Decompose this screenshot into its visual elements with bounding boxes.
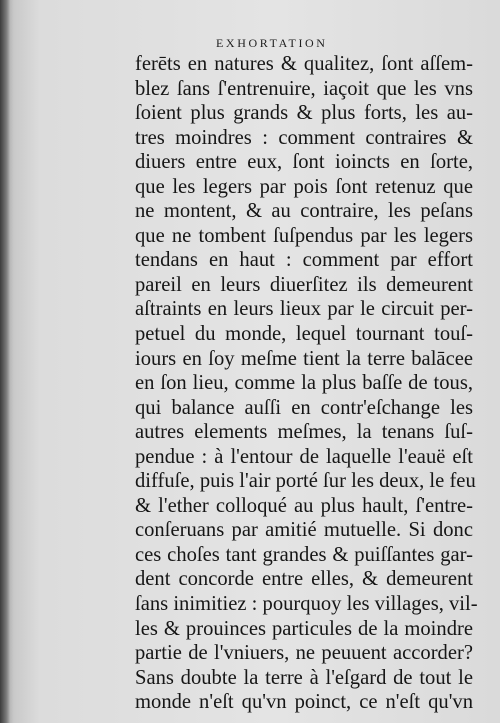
- text-line: tres moindres : comment contraires &: [135, 126, 473, 149]
- text-line: aſtraints en leurs lieux par le circuit per-: [135, 298, 473, 321]
- text-line: en ſon lieu, comme la plus baſſe de tous,: [135, 372, 473, 395]
- text-line: tendans en haut : comment par effort: [135, 249, 473, 272]
- text-line: conſeruans par amitié mutuelle. Si donc: [135, 519, 473, 542]
- text-line: ne montent, & au contraire, les peſans: [135, 200, 473, 223]
- text-line: diuers entre eux, ſont ioincts en ſorte,: [135, 151, 473, 174]
- text-line: monde n'eſt qu'vn poinct, ce n'eſt qu'vn: [135, 691, 473, 714]
- text-line: les & prouinces particules de la moindre: [135, 617, 473, 640]
- text-line: qui balance auſſi en contr'eſchange les: [135, 396, 473, 419]
- running-head: EXHORTATION: [216, 36, 328, 50]
- text-line: ces choſes tant grandes & puiſſantes gar-: [135, 543, 473, 566]
- binding-gutter: [0, 0, 10, 723]
- text-line: pareil en leurs diuerſitez ils demeurent: [135, 273, 473, 296]
- text-line: ſans inimitiez : pourquoy les villages, vil-: [135, 593, 478, 616]
- body-text: [135, 52, 478, 715]
- text-line: autres elements meſmes, la tenans ſuſ-: [135, 421, 473, 444]
- text-line: diffuſe, puis l'air porté ſur les deux, le feu: [135, 470, 476, 493]
- text-line: blez ſans ſ'entrenuire, iaçoit que les vns: [135, 77, 473, 100]
- text-line: dent concorde entre elles, & demeurent: [135, 568, 473, 591]
- text-line: pendue : à l'entour de laquelle l'eauë eſt: [135, 445, 473, 468]
- text-line: iours en ſoy meſme tient la terre balācee: [135, 347, 473, 370]
- text-line: & l'ether colloqué au plus hault, ſ'entre-: [135, 494, 473, 517]
- text-line: ferēts en natures & qualitez, ſont aſſem-: [135, 53, 473, 75]
- text-line: ſoient plus grands & plus forts, les au-: [135, 102, 473, 125]
- text-line: que les legers par pois ſont retenuz que: [135, 175, 473, 198]
- text-line: partie de l'vniuers, ne peuuent accorder?: [135, 642, 473, 665]
- text-line: que ne tombent ſuſpendus par les legers: [135, 224, 473, 247]
- text-line: Sans doubte la terre à l'eſgard de tout le: [135, 666, 473, 689]
- text-line: petuel du monde, lequel tournant touſ-: [135, 323, 473, 346]
